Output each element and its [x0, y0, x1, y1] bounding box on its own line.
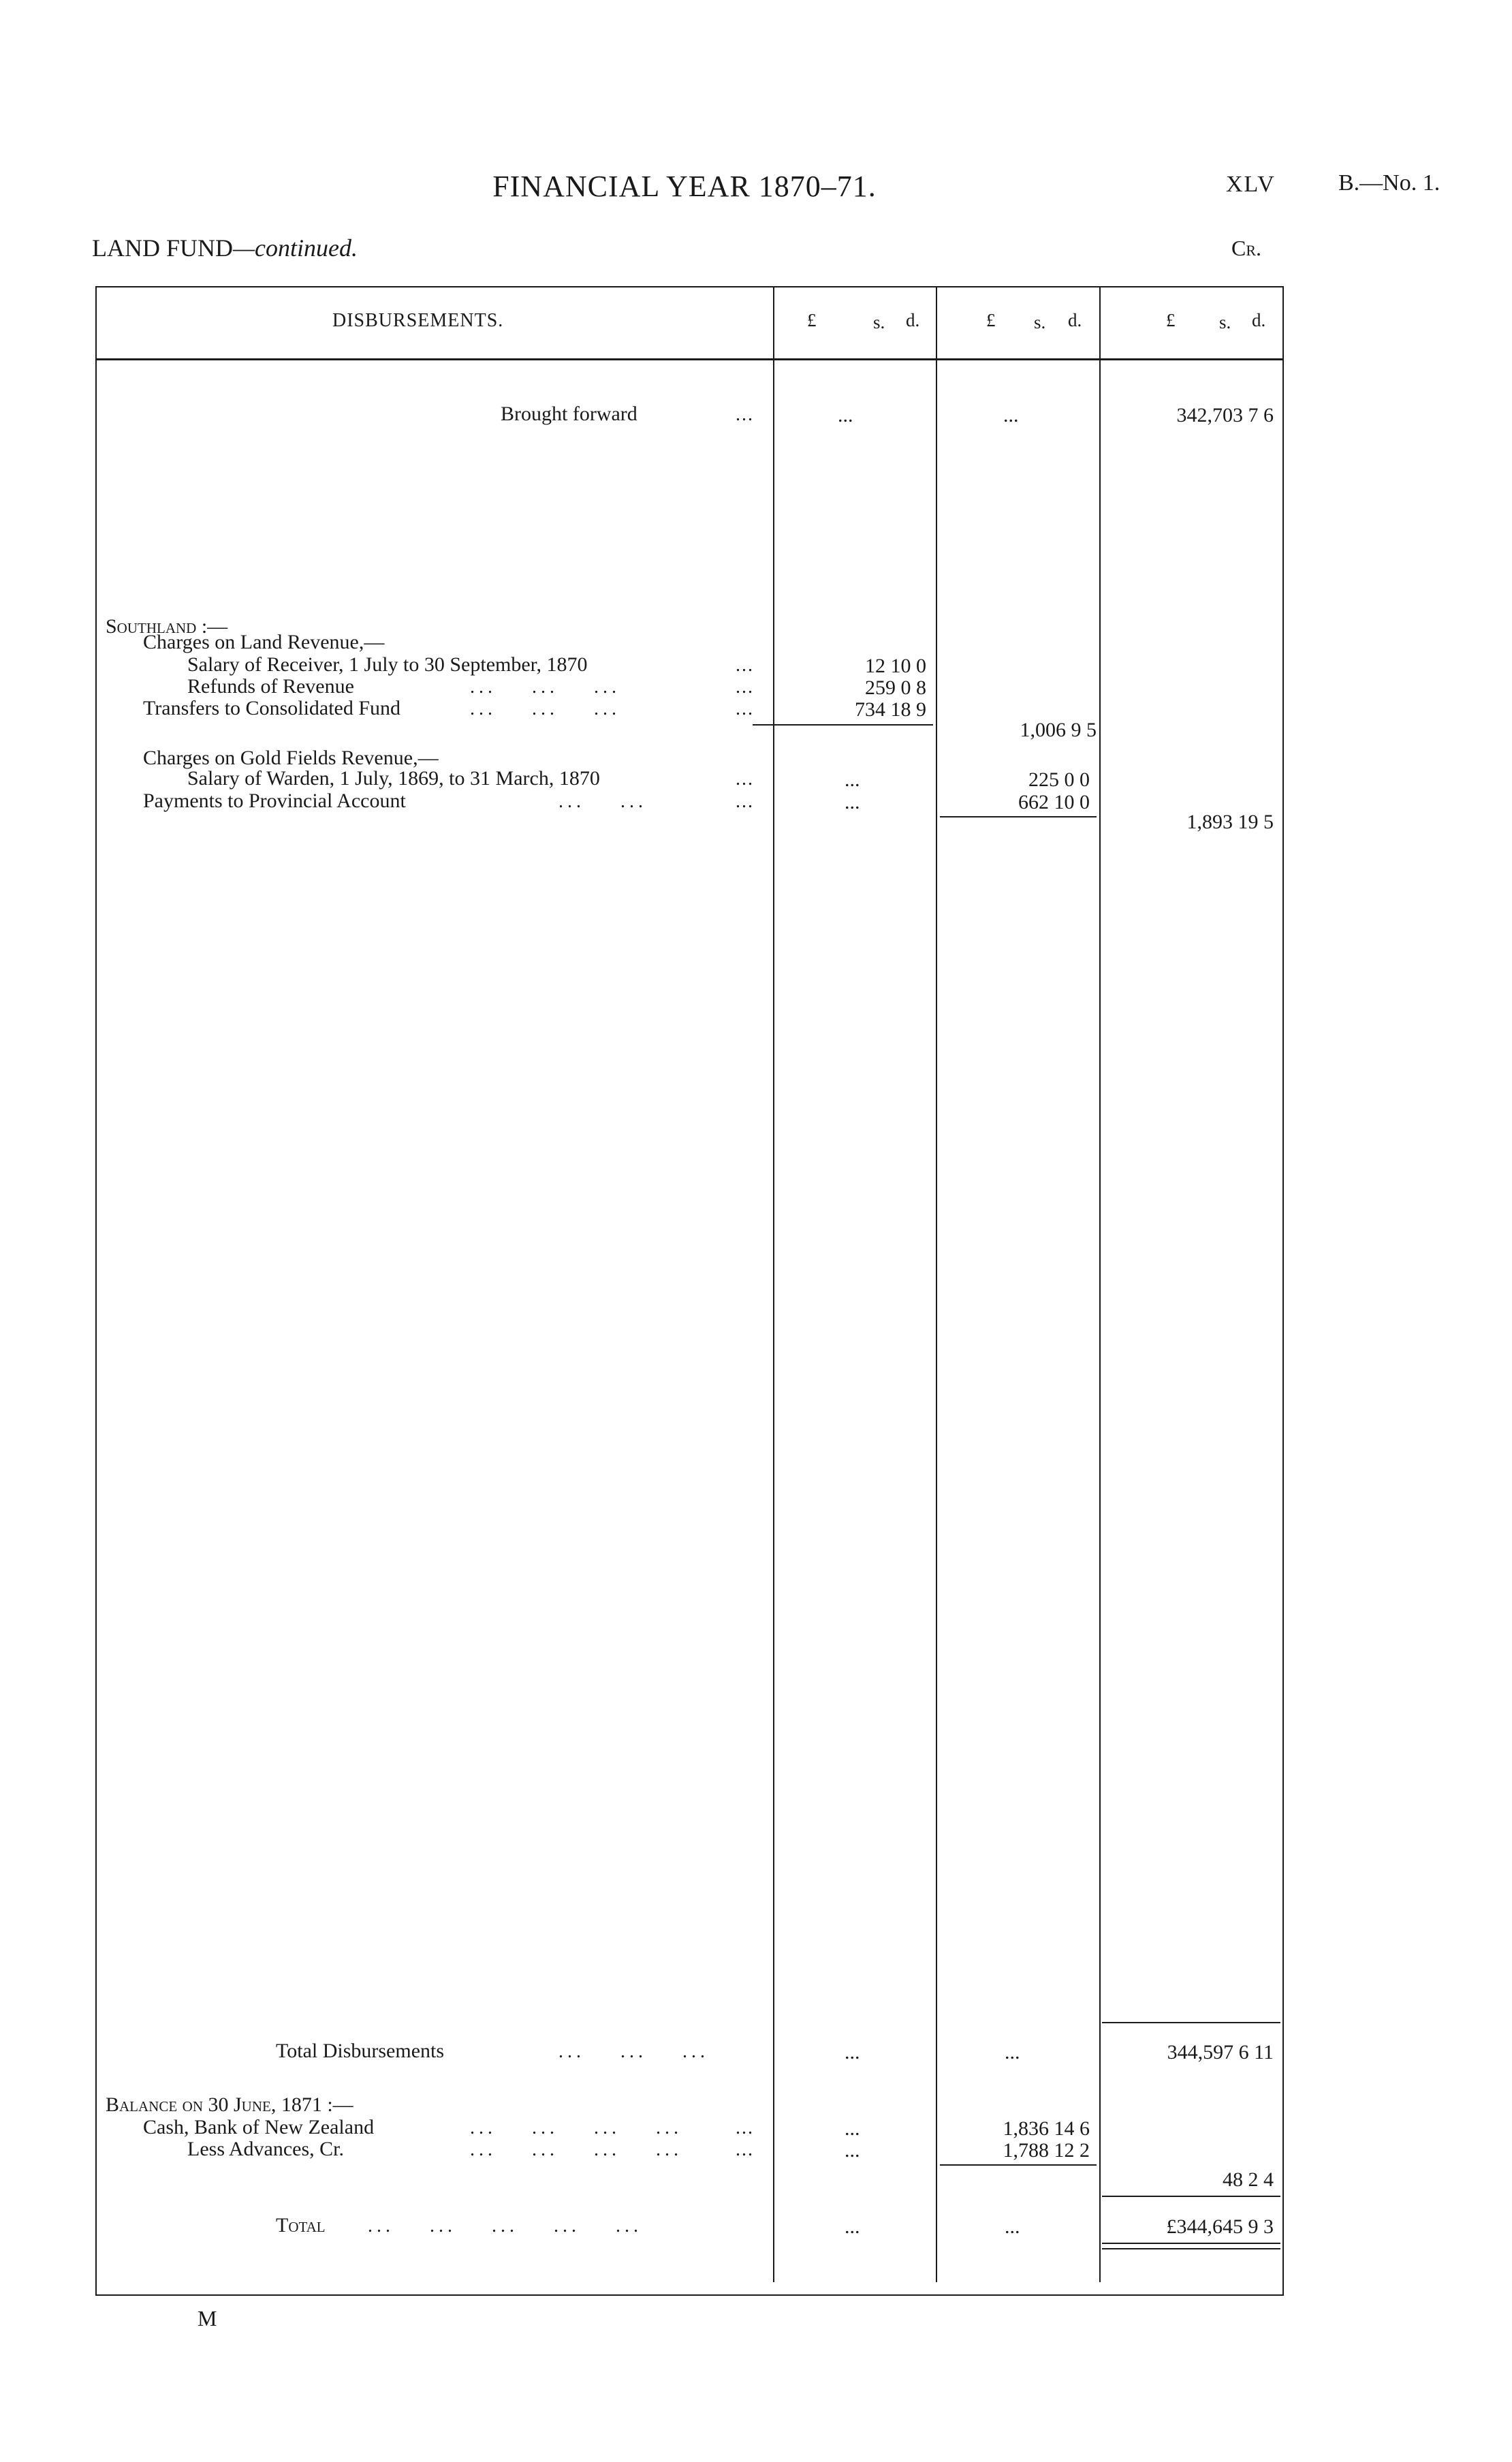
total-disbursements-col1: ...: [845, 2041, 860, 2063]
disbursements-heading: DISBURSEMENTS.: [332, 310, 504, 331]
balance-heading: Balance on 30 June, 1871 :—: [106, 2093, 353, 2116]
southland-total: 1,893 19 5: [1186, 811, 1274, 833]
leader-dots: ...: [736, 791, 754, 812]
col1-pence-heading: d.: [906, 310, 920, 330]
less-advances-col2: 1,788 12 2: [1003, 2139, 1090, 2162]
page-title: FINANCIAL YEAR 1870–71.: [492, 170, 877, 203]
salary-warden-col1: ...: [845, 768, 860, 791]
document-reference: B.—No. 1.: [1338, 170, 1440, 196]
total-disbursements-col2: ...: [1005, 2041, 1020, 2063]
total-disbursements-label: Total Disbursements: [276, 2040, 445, 2062]
table-bottom-border: [95, 2294, 1284, 2296]
leader-dots: ...: [736, 2139, 754, 2160]
transfers-consolidated-label: Transfers to Consolidated Fund: [143, 697, 401, 719]
grand-total-col3: £344,645 9 3: [1166, 2215, 1274, 2238]
leader-dots: ...: [736, 676, 754, 698]
leader-dots: ...: [736, 655, 754, 676]
salary-receiver-label: Salary of Receiver, 1 July to 30 September, 1870: [187, 653, 588, 676]
leader-dots: ... ...: [558, 791, 647, 812]
signature-mark: M: [198, 2306, 217, 2331]
leader-dots: ... ... ...: [470, 676, 620, 698]
balance-net: 48 2 4: [1223, 2168, 1274, 2191]
leader-dots: ... ... ...: [470, 698, 620, 719]
land-revenue-heading: Charges on Land Revenue,—: [143, 631, 385, 653]
total-disbursements-col3: 344,597 6 11: [1167, 2041, 1274, 2063]
col3-pounds-heading: £: [1166, 310, 1176, 330]
refunds-revenue-col1: 259 0 8: [865, 676, 926, 699]
leader-dots: ...: [736, 768, 754, 790]
brought-forward-col1: ...: [838, 404, 853, 426]
grand-total-double-rule-2: [1102, 2248, 1280, 2249]
col3-pence-heading: d.: [1252, 310, 1266, 330]
table-right-border: [1282, 286, 1284, 2296]
salary-warden-col2: 225 0 0: [1028, 768, 1090, 791]
grand-total-label: Total: [276, 2214, 326, 2237]
account-title: [92, 234, 358, 262]
provincial-payments-label: Payments to Provincial Account: [143, 790, 406, 812]
grand-total-col1: ...: [845, 2215, 860, 2238]
brought-forward-col3: 342,703 7 6: [1176, 404, 1274, 426]
less-advances-label: Less Advances, Cr.: [187, 2138, 344, 2160]
page-number: XLV: [1226, 172, 1276, 197]
col1-shillings-heading: s.: [873, 312, 885, 332]
column-divider-1: [773, 286, 774, 2282]
col2-pounds-heading: £: [986, 310, 996, 330]
column-divider-3: [1099, 286, 1101, 2282]
less-advances-col1: ...: [845, 2139, 860, 2162]
salary-warden-label: Salary of Warden, 1 July, 1869, to 31 March, 1870: [187, 767, 600, 790]
southland-heading: Southland :—: [106, 615, 228, 638]
subtotal-rule: [753, 724, 933, 726]
col1-pounds-heading: £: [807, 310, 817, 330]
leader-dots: ...: [736, 404, 754, 425]
cash-bank-col1: ...: [845, 2117, 860, 2140]
col3-shillings-heading: s.: [1219, 312, 1231, 332]
leader-dots: ... ... ... ...: [470, 2139, 682, 2160]
leader-dots: ... ... ...: [558, 2041, 709, 2062]
credit-side-label: Cr.: [1231, 236, 1262, 260]
refunds-revenue-label: Refunds of Revenue: [187, 675, 354, 698]
southland-total-rule: [940, 816, 1097, 817]
provincial-payments-col2: 662 10 0: [1018, 791, 1090, 813]
salary-receiver-col1: 12 10 0: [865, 655, 926, 677]
table-header-rule: [95, 358, 1284, 360]
leader-dots: ... ... ... ... ...: [368, 2215, 642, 2237]
table-top-border: [95, 286, 1284, 287]
cash-bank-col2: 1,836 14 6: [1003, 2117, 1090, 2140]
balance-rule: [940, 2164, 1097, 2166]
account-name: LAND FUND: [92, 234, 233, 262]
grand-total-top-rule: [1102, 2196, 1280, 2197]
brought-forward-col2: ...: [1003, 404, 1019, 426]
col2-pence-heading: d.: [1068, 310, 1082, 330]
total-disbursements-rule: [1102, 2022, 1280, 2023]
table-left-border: [95, 286, 97, 2296]
cash-bank-label: Cash, Bank of New Zealand: [143, 2116, 375, 2138]
provincial-payments-col1: ...: [845, 791, 860, 813]
leader-dots: ...: [736, 2117, 754, 2138]
land-revenue-subtotal: 1,006 9 5: [1020, 719, 1097, 741]
grand-total-col2: ...: [1005, 2215, 1020, 2238]
transfers-consolidated-col1: 734 18 9: [855, 698, 926, 721]
column-divider-2: [936, 286, 937, 2282]
gold-fields-heading: Charges on Gold Fields Revenue,—: [143, 747, 439, 769]
col2-shillings-heading: s.: [1034, 312, 1046, 332]
account-suffix: —continued.: [233, 234, 358, 262]
leader-dots: ...: [736, 698, 754, 719]
brought-forward-label: Brought forward: [501, 403, 637, 425]
leader-dots: ... ... ... ...: [470, 2117, 682, 2138]
grand-total-double-rule-1: [1102, 2243, 1280, 2244]
